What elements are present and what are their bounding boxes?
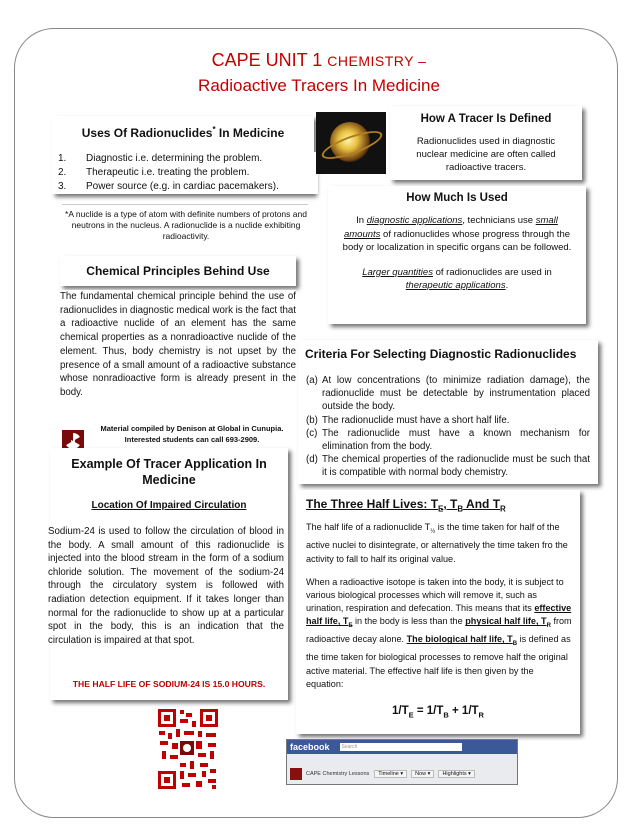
how-much-heading: How Much Is Used	[406, 192, 508, 204]
half-lives-equation: $1/T_E = 1/T_B + 1/T_R$	[392, 705, 484, 720]
criteria-heading: Criteria For Selecting Diagnostic Radionuclides	[305, 347, 577, 361]
now-button[interactable]: Now ▾	[411, 770, 434, 778]
facebook-search-input[interactable]: Search	[340, 743, 462, 751]
highlights-button[interactable]: Highlights ▾	[438, 770, 474, 778]
uses-heading: Uses Of Radionuclides* In Medicine	[81, 125, 285, 140]
example-body: Sodium-24 is used to follow the circulation of blood in the body. A small amount of this radionuclide is injected into the blood stream in the form of a sodium chloride solution. The movement of the sodium-24 through the circulatory system is followed with radiation detection equipment. If it takes longer than normal for the radionuclide to show up at a particular spot in the body, this is an indication that the circulation is impaired at that spot.	[48, 526, 284, 646]
list-item: (c) The radionuclide must have a known mechanism for elimination from the body.	[306, 427, 590, 453]
qr-code	[156, 707, 220, 791]
facebook-top-bar	[287, 740, 517, 754]
tracer-definition-heading: How A Tracer Is Defined	[420, 113, 552, 125]
uses-list	[58, 152, 318, 194]
facebook-page-name[interactable]: CAPE Chemistry Lessons	[306, 771, 370, 777]
page-title: CAPE UNIT 1 CHEMISTRY –	[211, 50, 427, 70]
page-avatar	[290, 768, 302, 780]
example-subheading: Location Of Impaired Circulation	[91, 500, 247, 511]
list-item: 2. Therapeutic i.e. treating the problem.	[58, 167, 250, 178]
facebook-page-row	[287, 766, 517, 782]
list-item: 1. Diagnostic i.e. determining the problem.	[58, 153, 263, 164]
how-much-p2: Larger quantities of radionuclides are used in therapeutic applications.	[362, 266, 552, 291]
timeline-button[interactable]: Timeline ▾	[374, 770, 407, 778]
example-note: THE HALF LIFE OF SODIUM-24 IS 15.0 HOURS.	[50, 679, 288, 689]
credit-text: Material compiled by Denison at Global in Cunupia. Interested students can call 693-2909.	[92, 423, 292, 445]
half-lives-box	[296, 490, 580, 734]
tracer-definition-text: Radionuclides used in diagnostic nuclear medicine are often called radioactive tracers.	[416, 136, 556, 173]
criteria-box	[298, 340, 598, 484]
criteria-list	[306, 374, 590, 480]
how-much-p1: In diagnostic applications, technicians use small amounts of radionuclides whose progress through the body or localization in specific organs can be followed.	[342, 215, 572, 253]
chem-body: The fundamental chemical principle behind the use of radionuclides in diagnostic medical work is the fact that a radioactive nuclide of an element has the same chemical properties as a nonradioactive nuclide of the element. Thus, body chemistry is not upset by the presence of a small amount of a radioactive substance whose nonradioactive form is already present in the body.	[60, 291, 296, 398]
chem-heading: Chemical Principles Behind Use	[86, 264, 270, 278]
list-item: 3. Power source (e.g. in cardiac pacemakers).	[58, 181, 279, 192]
list-item: (d) The chemical properties of the radionuclide must be such that it is compatible with normal body chemistry.	[306, 454, 590, 479]
uses-footnote: *A nuclide is a type of atom with definite numbers of protons and neutrons in the nucleus. A radionuclide is a nuclide exhibiting radioactivity.	[62, 209, 310, 242]
facebook-logo: facebook	[290, 742, 330, 752]
list-item: (a) At low concentrations (to minimize radiation damage), the radionuclide must be detectable by instrumentation placed outside the body.	[306, 375, 590, 413]
half-lives-heading: The Three Half Lives: $T_E$, $T_B$ And $T_R$	[306, 497, 506, 514]
page-subtitle: Radioactive Tracers In Medicine	[198, 76, 440, 95]
example-heading: Example Of Tracer Application In Medicine	[71, 457, 267, 487]
half-lives-p1: The half life of a radionuclide $T_{\frac{1}{2}}$ is the time taken for half of the active nuclei to disintegrate, or alternatively the time taken fro the activity to fall to half its original value.	[306, 522, 568, 564]
facebook-banner[interactable]	[286, 739, 518, 785]
half-lives-p2: When a radioactive isotope is taken into the body, it is subject to various biological processes which will remove it, such as urination, respiration and defecation. This means that its effective half life, $T_E$ in the body is less than the physical half life, $T_R$ from radioactive decay alone. The biological half life, $T_B$ is defined as the time taken for biological processes to remove half the original active material. The effective half life is then given by the equation:	[306, 576, 572, 689]
divider	[62, 204, 308, 205]
tracer-definition-box	[390, 106, 582, 180]
atom-image	[316, 112, 386, 174]
list-item: (b) The radionuclide must have a short half life.	[306, 414, 510, 426]
chem-heading-box	[60, 256, 296, 286]
how-much-box	[328, 186, 586, 324]
